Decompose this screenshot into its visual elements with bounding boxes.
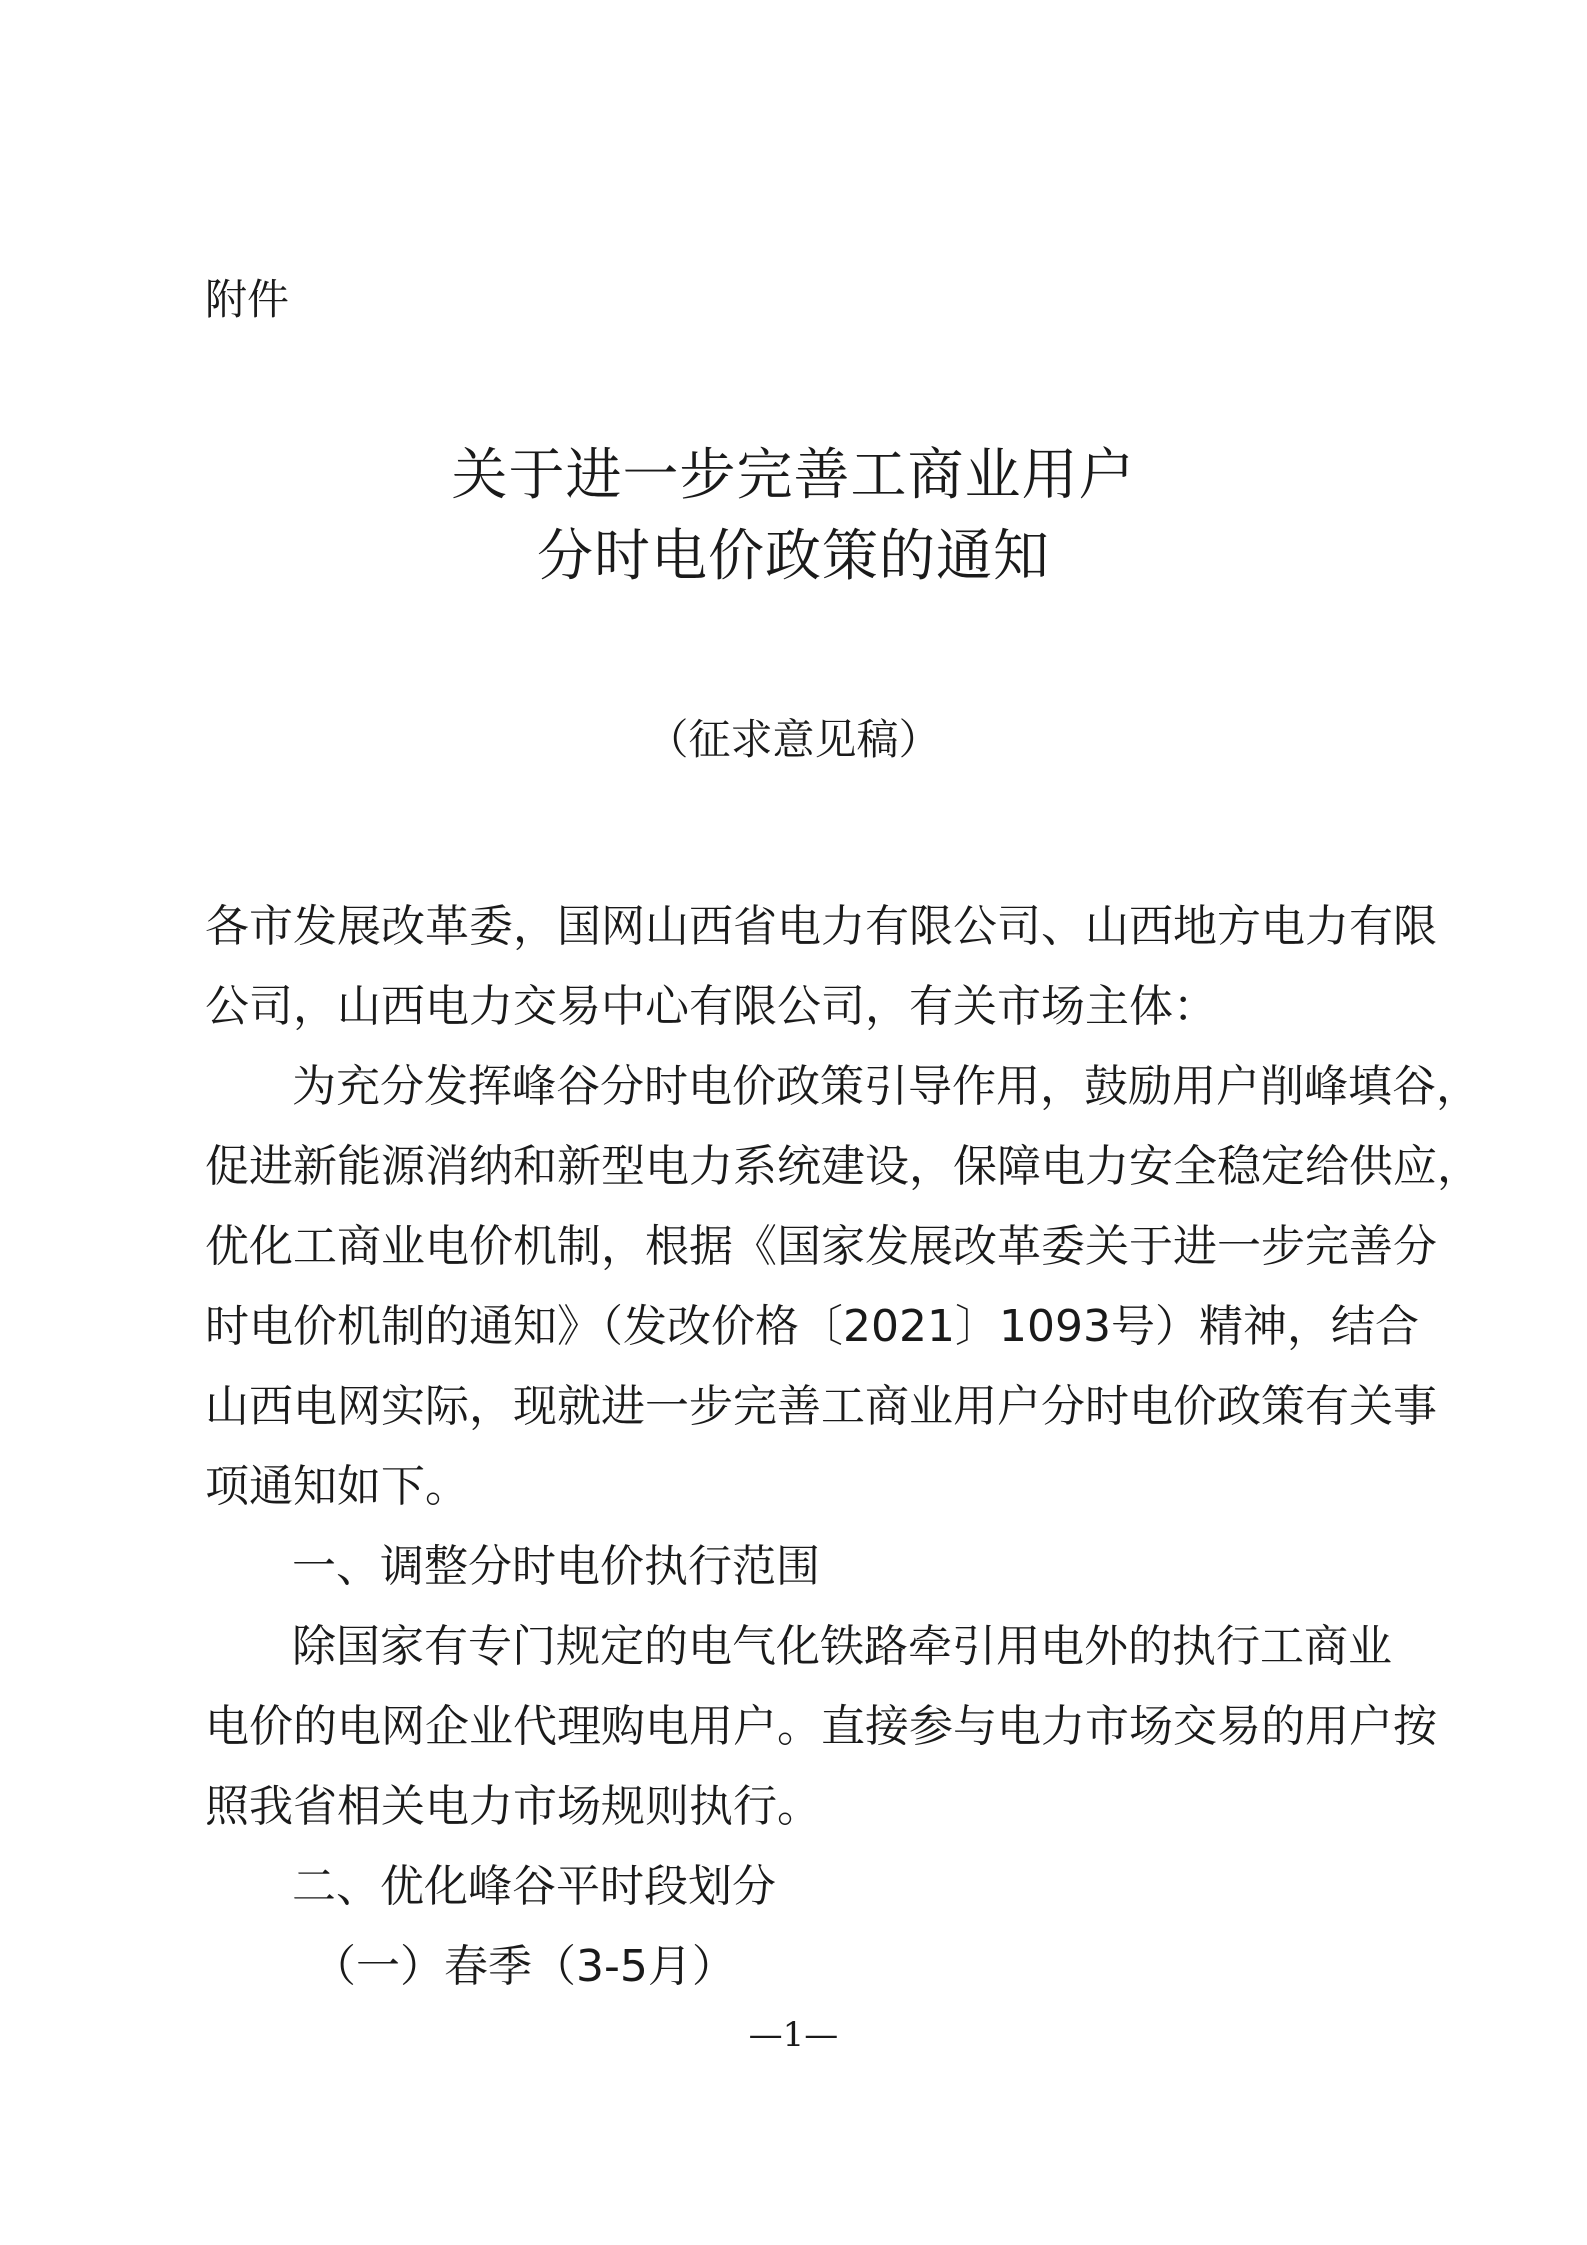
intro-line-4: 时电价机制的通知》（发改价格〔2021〕1093号）精神，结合	[205, 1301, 1419, 1352]
intro-line-5: 山西电网实际，现就进一步完善工商业用户分时电价政策有关事	[205, 1381, 1437, 1432]
page-number: —1—	[748, 2015, 839, 2055]
intro-line-3: 优化工商业电价机制，根据《国家发展改革委关于进一步完善分	[205, 1221, 1437, 1272]
recipients-line-1: 各市发展改革委，国网山西省电力有限公司、山西地方电力有限	[205, 901, 1437, 952]
intro-line-2: 促进新能源消纳和新型电力系统建设，保障电力安全稳定给供应，	[205, 1141, 1481, 1192]
intro-line-6: 项通知如下。	[205, 1461, 469, 1512]
document-title-line-2: 分时电价政策的通知	[537, 524, 1050, 589]
section-2-subheading: （一）春季（3-5月）	[312, 1941, 736, 1992]
section-1-line-1: 除国家有专门规定的电气化铁路牵引用电外的执行工商业	[292, 1621, 1392, 1672]
section-1-heading: 一、调整分时电价执行范围	[292, 1541, 820, 1592]
section-2-heading: 二、优化峰谷平时段划分	[292, 1861, 776, 1912]
section-1-line-2: 电价的电网企业代理购电用户。直接参与电力市场交易的用户按	[205, 1701, 1437, 1752]
section-1-line-3: 照我省相关电力市场规则执行。	[205, 1781, 821, 1832]
recipients-line-2: 公司，山西电力交易中心有限公司，有关市场主体：	[205, 981, 1217, 1032]
document-title-line-1: 关于进一步完善工商业用户	[451, 443, 1136, 508]
attachment-label: 附件	[205, 275, 290, 324]
intro-line-1: 为充分发挥峰谷分时电价政策引导作用，鼓励用户削峰填谷，	[292, 1061, 1480, 1112]
draft-note: （征求意见稿）	[646, 715, 941, 764]
